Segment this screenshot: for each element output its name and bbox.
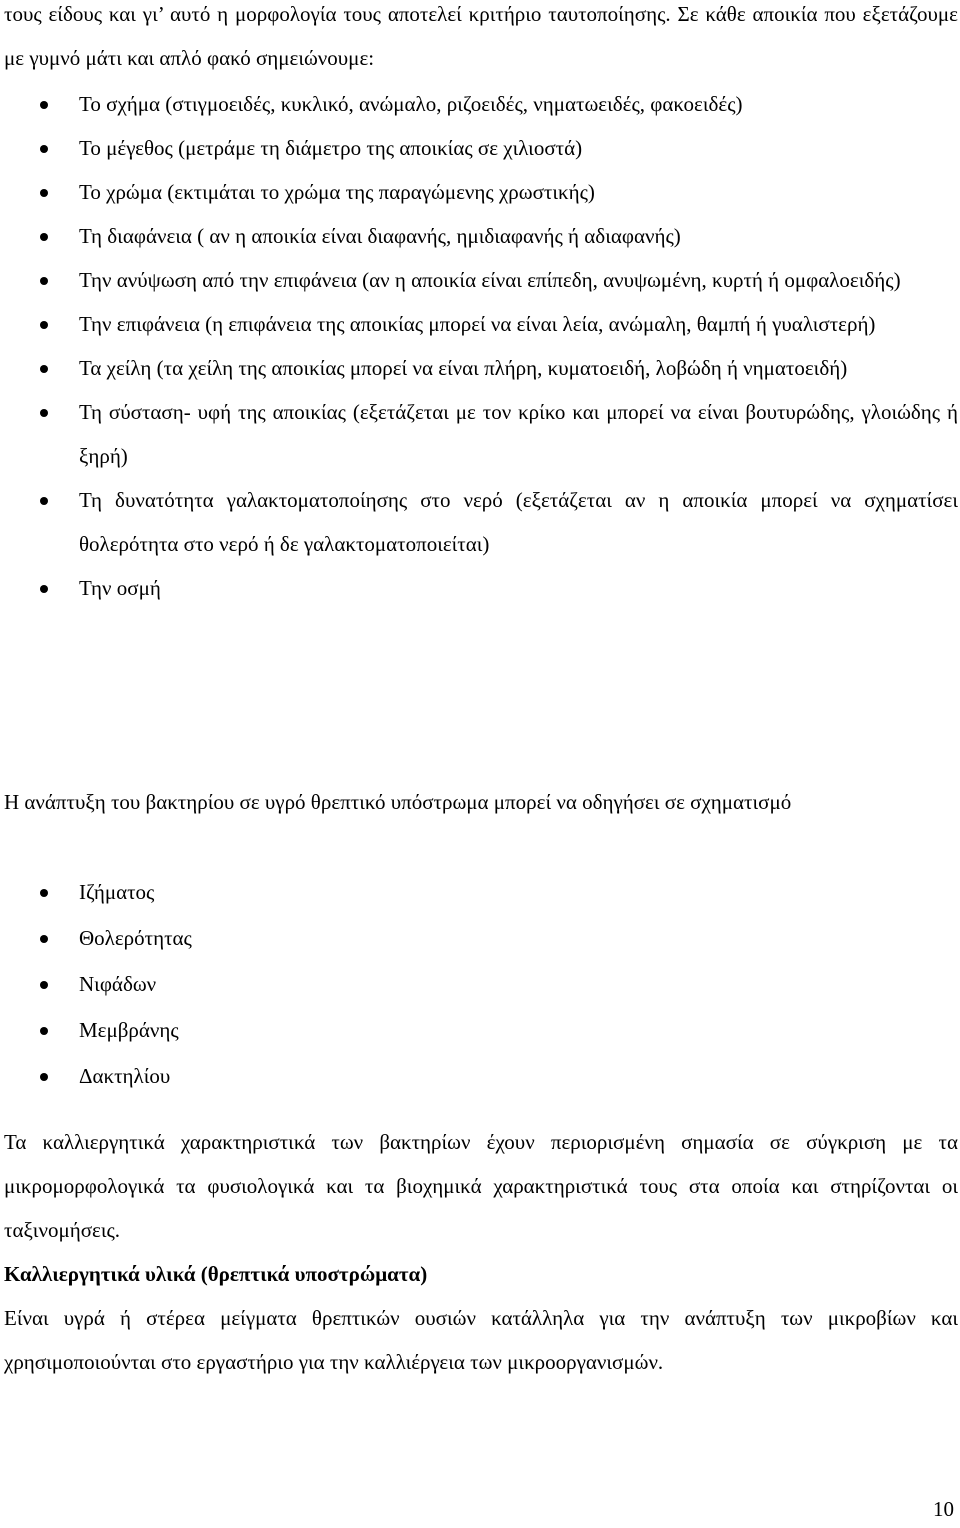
list-item-text: Το χρώμα (εκτιμάται το χρώμα της παραγώμενης χρωστικής) bbox=[79, 180, 595, 204]
bullet-icon bbox=[40, 935, 48, 943]
bullet-icon bbox=[40, 497, 48, 505]
bullet-icon bbox=[40, 365, 48, 373]
list-item bbox=[0, 170, 960, 214]
list-item bbox=[0, 258, 960, 302]
section-heading: Καλλιεργητικά υλικά (θρεπτικά υποστρώματα) bbox=[4, 1262, 428, 1286]
list-item bbox=[0, 1007, 960, 1053]
bullet-icon bbox=[40, 889, 48, 897]
list-item bbox=[0, 214, 960, 258]
list-item-text: Τη δυνατότητα γαλακτοματοποίησης στο νερό (εξετάζεται αν η αποικία μπορεί να σχηματίσει θολερότητα στο νερό ή δε γαλακτοματοποιείται) bbox=[79, 488, 958, 556]
bullet-icon bbox=[40, 145, 48, 153]
bullet-icon bbox=[40, 233, 48, 241]
list-item-text: Τα χείλη (τα χείλη της αποικίας μπορεί να είναι πλήρη, κυματοειδή, λοβώδη ή νηματοειδή) bbox=[79, 356, 848, 380]
bullet-icon bbox=[40, 409, 48, 417]
bullet-icon bbox=[40, 585, 48, 593]
bullet-icon bbox=[40, 1027, 48, 1035]
list-item-text: Την οσμή bbox=[79, 576, 161, 600]
list-item bbox=[0, 390, 960, 478]
list-item bbox=[0, 566, 960, 610]
page-number: 10 bbox=[933, 1497, 954, 1521]
list-item bbox=[0, 126, 960, 170]
media-paragraph: Είναι υγρά ή στέρεα μείγματα θρεπτικών ουσιών κατάλληλα για την ανάπτυξη των μικροβίων και χρησιμοποιούνται στο εργαστήριο για την καλλιέργεια των μικροοργανισμών. bbox=[4, 1306, 958, 1374]
list-item-text: Τη διαφάνεια ( αν η αποικία είναι διαφανής, ημιδιαφανής ή αδιαφανής) bbox=[79, 224, 681, 248]
bullet-icon bbox=[40, 981, 48, 989]
list-item bbox=[0, 478, 960, 566]
bullet-icon bbox=[40, 101, 48, 109]
list-item bbox=[0, 961, 960, 1007]
bullet-icon bbox=[40, 321, 48, 329]
liquid-forms-list bbox=[0, 869, 960, 1099]
list-item-text: Την επιφάνεια (η επιφάνεια της αποικίας μπορεί να είναι λεία, ανώμαλη, θαμπή ή γυαλιστερή) bbox=[79, 312, 876, 336]
list-item-text: Το μέγεθος (μετράμε τη διάμετρο της αποικίας σε χιλιοστά) bbox=[79, 136, 583, 160]
colony-features-list bbox=[0, 82, 960, 610]
list-item-text: Τη σύσταση- υφή της αποικίας (εξετάζεται με τον κρίκο και μπορεί να είναι βουτυρώδης, γλοιώδης ή ξηρή) bbox=[79, 400, 958, 468]
bullet-icon bbox=[40, 1073, 48, 1081]
list-item bbox=[0, 1053, 960, 1099]
list-item-text: Νιφάδων bbox=[79, 972, 157, 996]
list-item bbox=[0, 869, 960, 915]
list-item bbox=[0, 302, 960, 346]
bullet-icon bbox=[40, 189, 48, 197]
list-item-text: Ιζήματος bbox=[79, 880, 155, 904]
list-item bbox=[0, 82, 960, 126]
list-item-text: Το σχήμα (στιγμοειδές, κυκλικό, ανώμαλο, ριζοειδές, νηματωειδές, φακοειδές) bbox=[79, 92, 743, 116]
list-item-text: Δακτηλίου bbox=[79, 1064, 171, 1088]
intro-paragraph: τους είδους και γι’ αυτό η μορφολογία τους αποτελεί κριτήριο ταυτοποίησης. Σε κάθε αποικία που εξετάζουμε με γυμνό μάτι και απλό φακό σημειώνουμε: bbox=[4, 2, 958, 70]
list-item bbox=[0, 346, 960, 390]
list-item bbox=[0, 915, 960, 961]
list-item-text: Μεμβράνης bbox=[79, 1018, 179, 1042]
culture-characteristics-paragraph: Τα καλλιεργητικά χαρακτηριστικά των βακτηρίων έχουν περιορισμένη σημασία σε σύγκριση με τα μικρομορφολογικά τα φυσιολογικά και τα βιοχημικά χαρακτηριστικά τους στα οποία και στηρίζονται οι ταξινομήσεις. bbox=[4, 1130, 958, 1242]
liquid-growth-paragraph: Η ανάπτυξη του βακτηρίου σε υγρό θρεπτικό υπόστρωμα μπορεί να οδηγήσει σε σχηματισμό bbox=[4, 790, 792, 814]
bullet-icon bbox=[40, 277, 48, 285]
list-item-text: Την ανύψωση από την επιφάνεια (αν η αποικία είναι επίπεδη, ανυψωμένη, κυρτή ή ομφαλοειδής) bbox=[79, 268, 901, 292]
list-item-text: Θολερότητας bbox=[79, 926, 192, 950]
